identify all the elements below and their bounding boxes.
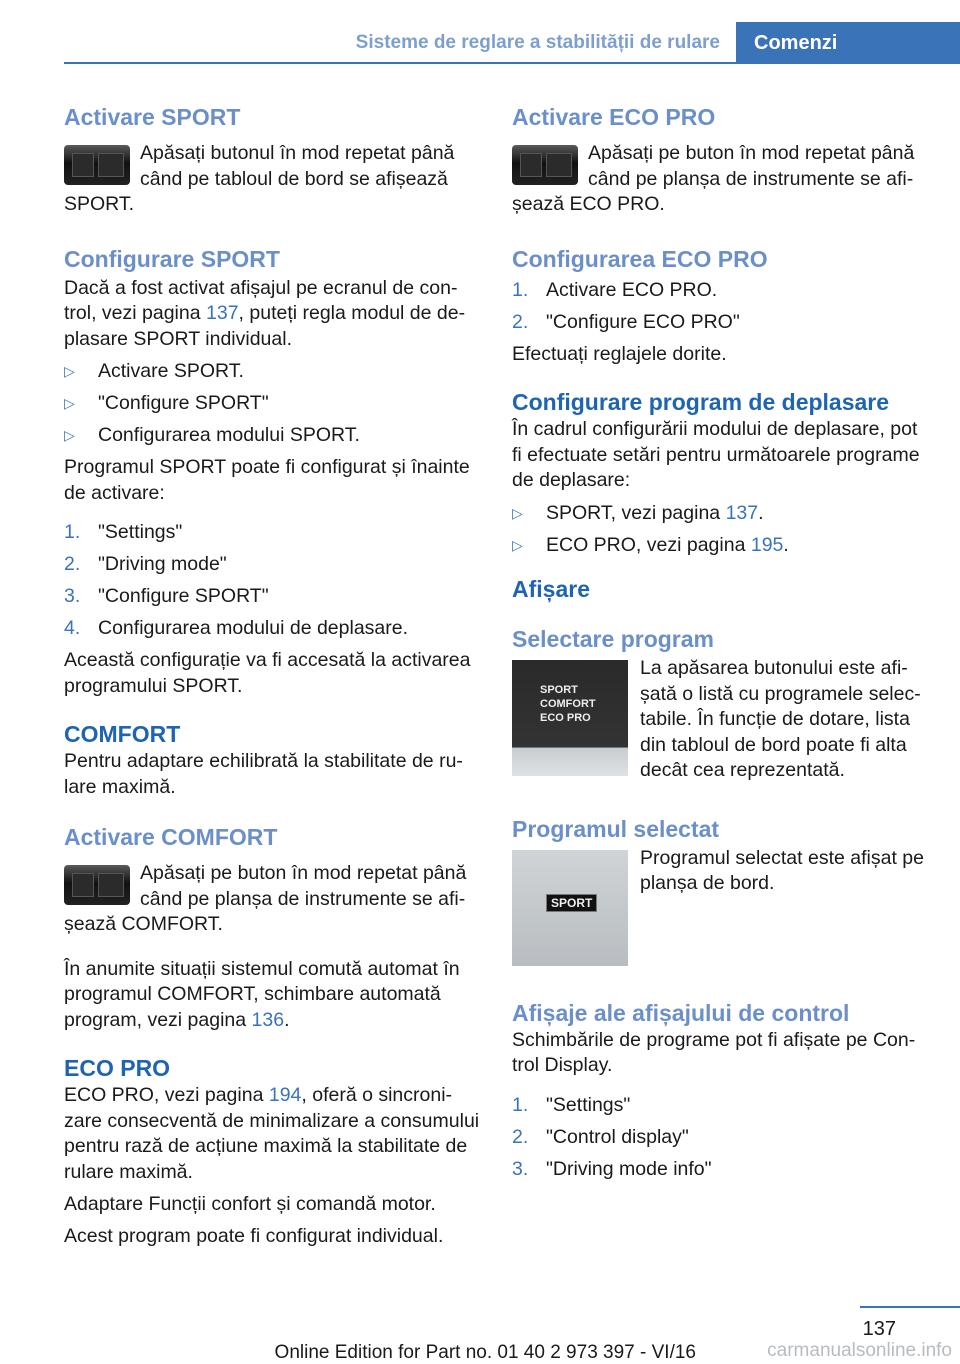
page-link[interactable]: 194: [268, 1084, 302, 1106]
triangle-bullet-icon: ▷: [64, 427, 75, 443]
heading-activare-sport: Activare SPORT: [64, 104, 241, 130]
triangle-bullet-icon: ▷: [64, 363, 75, 379]
para-program-sport: Programul SPORT poate fi configurat și înainte de activare:: [64, 456, 470, 504]
heading-afisare: Afișare: [512, 576, 590, 602]
heading-configurarea-eco-pro: Configurarea ECO PRO: [512, 245, 768, 272]
header-divider: [64, 62, 960, 64]
footer-divider: [860, 1306, 960, 1308]
heading-configurare-sport: Configurare SPORT: [64, 245, 280, 272]
triangle-bullet-icon: ▷: [64, 395, 75, 411]
program-bullet-list: [512, 501, 932, 559]
driving-mode-button-icon: [64, 865, 130, 905]
heading-activare-comfort: Activare COMFORT: [64, 824, 278, 850]
para-configurare-sport: Dacă a fost activat afișajul pe ecranul de control, vezi pagina 137, puteți regla modul de deplasare SPORT individual.: [64, 276, 466, 350]
page-link[interactable]: 137: [725, 501, 759, 524]
sport-bullet-list: [64, 359, 482, 449]
edition-note: Online Edition for Part no. 01 40 2 973 397 - VI/16: [274, 1342, 696, 1363]
header-chapter-tab: Comenzi: [736, 22, 960, 64]
list-item: 3. "Driving mode info": [512, 1157, 712, 1180]
heading-afisaje-control: Afișaje ale afișajului de control: [512, 999, 850, 1026]
para-programul-selectat: Programul selectat este afișat pe planșa de bord.: [640, 846, 924, 894]
para-activare-eco-pro: Apăsați pe buton în mod repetat până când pe planșa de instrumente se afișează ECO PRO.: [512, 142, 915, 215]
page-link[interactable]: 137: [206, 302, 239, 324]
list-item: 2. "Configure ECO PRO": [512, 310, 740, 333]
para-auto-comfort: În anumite situații sistemul comută automat în programul COMFORT, schimbare automată program, vezi pagina 136.: [64, 957, 460, 1031]
list-item: 4. Configurarea modului de deplasare.: [64, 617, 409, 639]
list-item: 1. Activare ECO PRO.: [512, 278, 718, 301]
para-configurare-program: În cadrul configurării modului de deplasare, pot fi efectuate setări pentru următoarele programe de deplasare:: [512, 418, 920, 491]
para-individual: Acest program poate fi configurat individual.: [64, 1224, 444, 1247]
sport-steps-list: [64, 520, 482, 642]
para-comfort: Pentru adaptare echilibrată la stabilitate de rulare maximă.: [64, 750, 463, 798]
control-steps-list: [512, 1093, 932, 1183]
para-adaptare: Adaptare Funcții confort și comandă motor.: [64, 1193, 436, 1215]
para-activare-comfort: Apăsați pe buton în mod repetat până când pe planșa de instrumente se afișează COMFORT.: [64, 862, 467, 935]
list-item: ▷ Configurarea modului SPORT.: [64, 423, 482, 449]
heading-activare-eco-pro: Activare ECO PRO: [512, 104, 716, 130]
list-item: 3. "Configure SPORT": [64, 585, 269, 607]
para-selectare-program: La apăsarea butonului este afișată o listă cu programele selectabile. În funcție de dotare, lista din tabloul de bord poate fi alta decât cea reprezentată.: [640, 657, 921, 781]
heading-eco-pro: ECO PRO: [64, 1055, 171, 1081]
para-efectuati: Efectuați reglajele dorite.: [512, 342, 727, 365]
watermark: carmanualsonline.info: [767, 1340, 952, 1361]
driving-mode-button-icon: [64, 145, 130, 185]
triangle-bullet-icon: ▷: [512, 504, 523, 521]
page-number: 137: [862, 1318, 896, 1340]
para-afisaje-control: Schimbările de programe pot fi afișate pe Control Display.: [512, 1028, 916, 1076]
heading-configurare-program: Configurare program de deplasare: [512, 389, 890, 415]
page-link[interactable]: 136: [251, 1008, 285, 1031]
header-section-title: Sisteme de reglare a stabilității de rulare: [355, 32, 720, 53]
selected-program-display-image: SPORT: [512, 850, 628, 966]
left-column: [64, 102, 482, 1249]
list-item: 2. "Control display": [512, 1125, 689, 1148]
eco-steps-list: [512, 278, 932, 336]
para-access: Această configurație va fi accesată la activarea programului SPORT.: [64, 649, 471, 697]
para-activare-sport: Apăsați butonul în mod repetat până când pe tabloul de bord se afișează SPORT.: [64, 142, 455, 215]
driving-mode-button-icon: [512, 145, 578, 185]
para-eco-pro: ECO PRO, vezi pagina 194, oferă o sincronizare consecventă de minimalizare a consumului pentru rază de acțiune maximă la stabilitate de rulare maximă.: [64, 1084, 480, 1183]
list-item: ▷ "Configure SPORT": [64, 391, 482, 417]
program-list-display-image: SPORT COMFORT ECO PRO: [512, 660, 628, 776]
heading-comfort: COMFORT: [64, 721, 181, 747]
page-link[interactable]: 195: [750, 533, 784, 556]
list-item: 2. "Driving mode": [64, 553, 227, 575]
triangle-bullet-icon: ▷: [512, 536, 523, 553]
list-item: 1. "Settings": [512, 1093, 631, 1116]
right-column: [512, 102, 932, 1189]
heading-selectare-program: Selectare program: [512, 626, 714, 652]
list-item: ▷ SPORT, vezi pagina 137.: [512, 501, 932, 527]
list-item: ▷ ECO PRO, vezi pagina 195.: [512, 533, 932, 559]
list-item: 1. "Settings": [64, 521, 183, 543]
list-item: ▷ Activare SPORT.: [64, 359, 482, 385]
heading-programul-selectat: Programul selectat: [512, 815, 720, 842]
